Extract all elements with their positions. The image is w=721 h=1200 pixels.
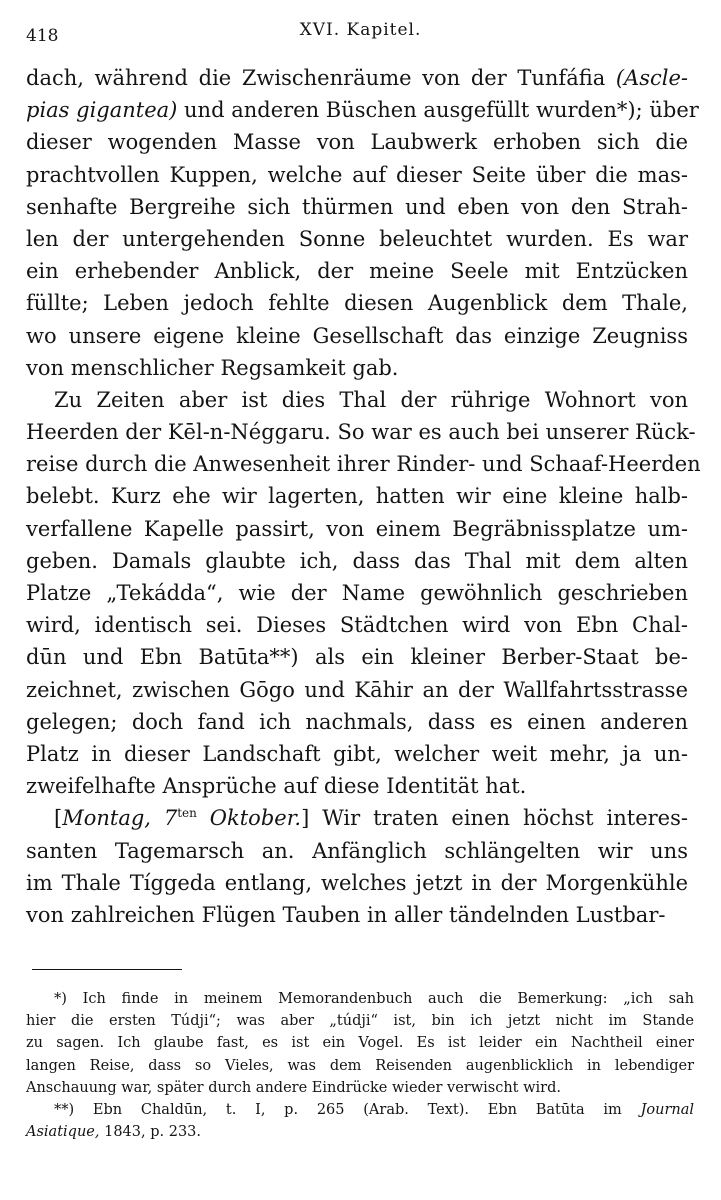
text-segment: senhafte Bergreihe sich thürmen und eben von den Strah- — [26, 194, 688, 219]
text-segment: im Thale Tíggeda entlang, welches jetzt in der Morgenkühle — [26, 870, 688, 895]
text-segment: Heerden der Kēl-n-Néggaru. So war es auch bei unserer Rück- — [26, 420, 696, 445]
footnote-line — [26, 1010, 694, 1032]
footnote-line — [26, 988, 694, 1010]
text-line — [26, 577, 688, 609]
text-line — [26, 255, 688, 287]
text-line — [26, 609, 688, 641]
body-text — [26, 62, 701, 931]
page-number: 418 — [26, 26, 59, 46]
text-segment: langen Reise, dass so Vieles, was dem Reisenden augenblicklich in lebendiger — [26, 1057, 694, 1074]
text-segment: von zahlreichen Flügen Tauben in aller tändelnden Lustbar- — [26, 902, 666, 927]
italic-segment: Journal — [640, 1101, 694, 1118]
text-line — [26, 835, 688, 867]
italic-segment: Oktober. — [196, 806, 302, 831]
italic-segment: Asiatique, — [26, 1124, 100, 1141]
text-line — [26, 802, 688, 834]
text-segment: **) Ebn Chaldūn, t. I, p. 265 (Arab. Text). Ebn Batūta im — [54, 1101, 641, 1118]
text-segment: dach, während die Zwischenräume von der Tunfáfia — [26, 66, 616, 90]
text-line — [26, 674, 688, 706]
text-segment: dūn und Ebn Batūta**) als ein kleiner Berber-Staat be- — [26, 645, 688, 670]
running-head: XVI. Kapitel. — [299, 20, 422, 40]
text-segment: wo unsere eigene kleine Gesellschaft das einzige Zeugniss — [26, 323, 688, 348]
text-segment: 1843, p. 233. — [99, 1124, 201, 1141]
text-line — [26, 416, 696, 448]
superscript: ten — [177, 806, 197, 821]
italic-segment: Montag, 7 — [62, 806, 178, 831]
text-segment: hier die ersten Túdji“; was aber „túdji“ ist, bin ich jetzt nicht im Stande — [26, 1013, 694, 1030]
page-header — [26, 18, 695, 52]
text-line — [26, 899, 688, 931]
text-line — [26, 320, 688, 352]
footnote-line — [26, 1121, 694, 1143]
text-line — [26, 62, 688, 94]
text-line — [26, 191, 688, 223]
text-line — [26, 126, 688, 158]
text-segment: füllte; Leben jedoch fehlte diesen Augenblick dem Thale, — [26, 291, 688, 316]
footnotes — [26, 988, 694, 1143]
text-segment: *) Ich finde in meinem Memorandenbuch auch die Bemerkung: „ich sah — [54, 991, 694, 1007]
text-line — [26, 513, 688, 545]
text-segment: Zu Zeiten aber ist dies Thal der rührige Wohnort von — [54, 387, 688, 412]
italic-segment: pias gigantea) — [26, 98, 178, 123]
text-segment: und anderen Büschen ausgefüllt wurden*); über — [177, 98, 699, 123]
text-line — [26, 641, 688, 673]
text-segment: gelegen; doch fand ich nachmals, dass es einen anderen — [26, 709, 688, 734]
text-line — [26, 867, 688, 899]
text-segment: wird, identisch sei. Dieses Städtchen wird von Ebn Chal- — [26, 613, 688, 638]
text-segment: zu sagen. Ich glaube fast, es ist ein Vogel. Es ist leider ein Nachtheil einer — [26, 1035, 694, 1052]
text-line — [26, 738, 688, 770]
text-segment: prachtvollen Kuppen, welche auf dieser Seite über die mas- — [26, 162, 688, 187]
text-segment: santen Tagemarsch an. Anfänglich schlängelten wir uns — [26, 838, 688, 863]
text-line — [26, 159, 688, 191]
footnote-line — [26, 1099, 694, 1121]
text-segment: len der untergehenden Sonne beleuchtet wurden. Es war — [26, 226, 688, 251]
text-line — [26, 545, 688, 577]
text-segment: dieser wogenden Masse von Laubwerk erhoben sich die — [26, 130, 688, 155]
text-segment: von menschlicher Regsamkeit gab. — [26, 355, 399, 380]
text-line — [26, 706, 688, 738]
footnote-separator — [32, 969, 182, 970]
text-segment: geben. Damals glaubte ich, dass das Thal mit dem alten — [26, 548, 688, 573]
text-line — [26, 384, 688, 416]
text-segment: Anschauung war, später durch andere Eindrücke wieder verwischt wird. — [26, 1079, 561, 1096]
text-segment: verfallene Kapelle passirt, von einem Begräbnissplatze um- — [26, 516, 688, 541]
footnote-line — [26, 1077, 694, 1099]
text-line — [26, 770, 688, 802]
text-segment: zweifelhafte Ansprüche auf diese Identität hat. — [26, 774, 527, 799]
text-segment: reise durch die Anwesenheit ihrer Rinder- und Schaaf-Heerden — [26, 452, 701, 477]
text-line — [26, 448, 701, 480]
text-line — [26, 223, 688, 255]
text-line — [26, 94, 699, 126]
text-segment: ein erhebender Anblick, der meine Seele mit Entzücken — [26, 259, 688, 284]
text-segment: ] Wir traten einen höchst interes- — [301, 806, 688, 831]
text-segment: [ — [54, 806, 63, 831]
italic-segment: (Ascle- — [615, 66, 688, 90]
footnote-line — [26, 1055, 694, 1077]
text-segment: zeichnet, zwischen Gōgo und Kāhir an der Wallfahrtsstrasse — [26, 677, 688, 702]
text-line — [26, 287, 688, 319]
text-segment: Platz in dieser Landschaft gibt, welcher weit mehr, ja un- — [26, 741, 688, 766]
text-line — [26, 480, 688, 512]
text-segment: belebt. Kurz ehe wir lagerten, hatten wir eine kleine halb- — [26, 484, 688, 509]
text-line — [26, 352, 688, 384]
text-segment: Platze „Tekádda“, wie der Name gewöhnlich geschrieben — [26, 581, 688, 605]
footnote-line — [26, 1032, 694, 1054]
